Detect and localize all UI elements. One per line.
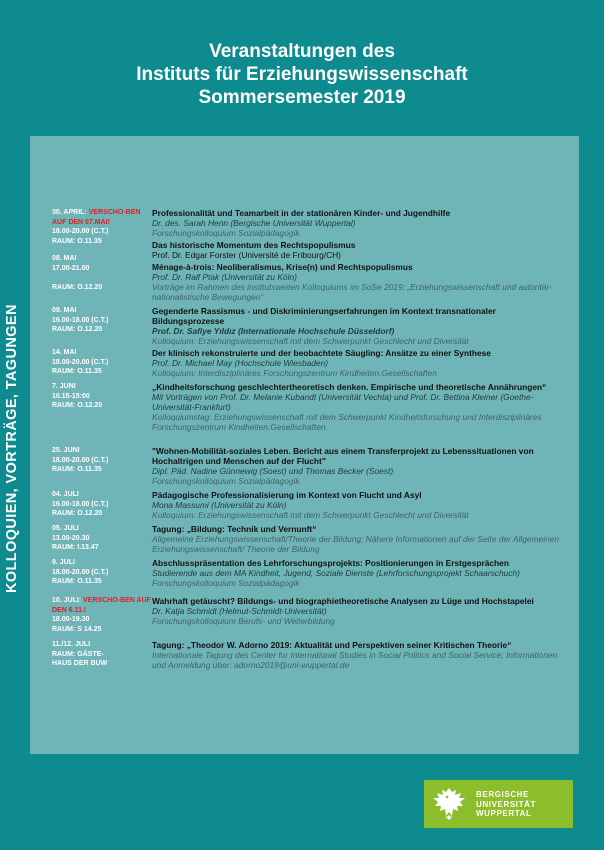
event-meta xyxy=(52,348,152,377)
event-speaker: Dipl. Päd. Nadine Günnewig (Soest) und Thomas Becker (Soest) xyxy=(152,466,394,476)
event-title: Gegenderte Rassismus - und Diskriminierungserfahrungen im Kontext transnationaler Bildungsprozesse xyxy=(152,306,496,326)
event-time: 18.00-20.00 (C.T.) xyxy=(52,228,109,235)
event-date: 10. JULI: xyxy=(52,597,82,604)
event-room: RAUM: O.12.20 xyxy=(52,326,103,333)
event-time: 18.00-20.00 (C.T.) xyxy=(52,358,109,366)
event-room: RAUM: S 14.25 xyxy=(52,625,102,633)
event-content xyxy=(152,240,567,260)
event-date: 14. MAI xyxy=(52,349,77,356)
event-content xyxy=(152,382,567,432)
event-meta xyxy=(52,640,152,669)
event-speaker: Mona Massumi (Universität zu Köln) xyxy=(152,500,287,510)
page-title xyxy=(0,40,604,109)
event-date: 11./12. JULI xyxy=(52,641,91,648)
event-meta xyxy=(52,524,152,553)
event-time: 10.15-15:00 xyxy=(52,392,90,400)
title-line-1: Veranstaltungen des xyxy=(209,41,395,62)
event-time: 18.00-19.30 xyxy=(52,616,90,623)
event-content xyxy=(152,490,567,520)
event-note: Kolloquium: Erziehungswissenschaft mit dem Schwerpunkt Geschlecht und Diversität xyxy=(152,510,469,520)
event-meta xyxy=(52,558,152,587)
title-line-2: Instituts für Erziehungswissenschaft xyxy=(136,64,468,85)
event-room: RAUM: O.11.35 xyxy=(52,578,102,585)
logo-text xyxy=(476,790,536,819)
event-content xyxy=(152,640,567,670)
event-note: Kolloquium: Erziehungswissenschaft mit dem Schwerpunkt Geschlecht und Diversität xyxy=(152,336,469,346)
event-note: Internationale Tagung des Center for International Studies in Social Politics and Social Service; Informationen und Anmeldung über: adorno2019@uni-wuppertal.de xyxy=(152,650,558,670)
event-time: 18.00-20.00 (C.T.) xyxy=(52,456,109,464)
event-date: 9. JULI xyxy=(52,559,75,566)
logo-line-2: UNIVERSITÄT xyxy=(476,799,536,809)
logo-line-1: BERGISCHE xyxy=(476,790,529,799)
event-content xyxy=(152,558,567,588)
event-title: "Wohnen-Mobilität-soziales Leben. Bericht aus einem Transferprojekt zu Lebenssituationen von Hochaltrigen und Menschen auf der Flucht" xyxy=(152,446,534,466)
event-note: Forschungskolloquium Sozialpädagogik xyxy=(152,476,300,486)
event-meta xyxy=(52,446,152,475)
event-meta xyxy=(52,596,152,634)
event-content xyxy=(152,306,567,346)
event-speaker: Prof. Dr. Edgar Forster (Université de Fribourg/CH) xyxy=(152,250,341,260)
event-note: Forschungskolloquium Berufs- und Weiterbildung xyxy=(152,616,335,626)
event-date: 04. JULI xyxy=(52,491,79,498)
event-speaker: Prof. Dr. Safiye Yıldız (Internationale Hochschule Düsseldorf) xyxy=(152,326,395,336)
university-logo[interactable] xyxy=(424,780,573,828)
event-date: 05. JULI xyxy=(52,525,79,532)
event-title: Ménage-à-trois: Neoliberalismus, Krise(n) und Rechtspopulismus xyxy=(152,262,413,272)
event-note: Kolloquiumstag: Erziehungswissenschaft mit dem Schwerpunkt Kindheitsforschung und Interdisziplinäres Forschungszentrum Kindheiten.Gesellschaften xyxy=(152,412,542,432)
event-room: RAUM: O.12.20 xyxy=(52,510,103,517)
event-time: RAUM: GÄSTE- xyxy=(52,650,104,658)
event-title: Abschlusspräsentation des Lehrforschungsprojekts: Positionierungen in Erstgesprächen xyxy=(152,558,509,568)
event-note: Kolloquium: Interdisziplinäres Forschungszentrum Kindheiten.Gesellschaften xyxy=(152,368,437,378)
event-time: 13.00-20.30 xyxy=(52,534,90,542)
event-room: RAUM: I.13.47 xyxy=(52,544,99,551)
event-speaker: Dr. des. Sarah Henn (Bergische Universität Wuppertal) xyxy=(152,218,356,228)
event-postponed-note: VERSCHO-BEN AUF DEN 6.11.! xyxy=(52,597,151,614)
event-content xyxy=(152,262,567,302)
event-date: 09. MAI xyxy=(52,307,77,314)
event-room: RAUM: O.11.35 xyxy=(52,368,102,375)
event-meta xyxy=(52,208,152,246)
event-note: Forschungskolloquium Sozialpädagogik xyxy=(152,578,300,588)
event-meta xyxy=(52,254,152,292)
event-speaker: Studierende aus dem MA Kindheit, Jugend, Soziale Dienste (Lehrforschungsprojekt Schaarschuch) xyxy=(152,568,520,578)
event-room: RAUM: O.12.20 xyxy=(52,402,103,409)
eagle-icon xyxy=(432,786,466,822)
event-speaker: Mit Vorträgen von Prof. Dr. Melanie Kubandt (Universität Vechta) und Prof. Dr. Bettina Kleiner (Goethe-Universität-Frankfurt) xyxy=(152,392,534,412)
event-title: Tagung: „Bildung: Technik und Vernunft“ xyxy=(152,524,317,534)
event-note: Forschungskolloquium Sozialpädagogik xyxy=(152,228,300,238)
event-content xyxy=(152,348,567,378)
event-title: Pädagogische Professionalisierung im Kontext von Flucht und Asyl xyxy=(152,490,422,500)
events-panel xyxy=(30,136,579,754)
event-meta xyxy=(52,490,152,519)
event-date: 7. JUNI xyxy=(52,383,76,390)
event-speaker: Prof. Dr. Michael May (Hochschule Wiesbaden) xyxy=(152,358,329,368)
event-note: Allgemeine Erziehungswissenschaft/Theorie der Bildung; Nähere Informationen auf der Seite der Allgemeinen Erziehungswissenschaft/ Theorie der Bildung xyxy=(152,534,560,554)
event-title: „Kindheitsforschung geschlechtertheoretisch denken. Empirische und theoretische Annährungen“ xyxy=(152,382,547,392)
event-meta xyxy=(52,382,152,411)
event-content xyxy=(152,596,567,626)
event-date: 08. MAI xyxy=(52,255,77,262)
event-meta xyxy=(52,306,152,335)
event-time: 16.00-18.00 (C.T.) xyxy=(52,500,109,508)
event-content xyxy=(152,446,567,486)
event-date: 25. JUNI xyxy=(52,447,80,454)
event-title: Professionalität und Teamarbeit in der stationären Kinder- und Jugendhilfe xyxy=(152,208,451,218)
event-room: RAUM: O.12.20 xyxy=(52,283,103,291)
event-title: Wahrhaft getäuscht? Bildungs- und biographietheoretische Analysen zu Lüge und Hochstapelei xyxy=(152,596,534,606)
logo-line-3: WUPPERTAL xyxy=(476,809,532,819)
side-label-text: KOLLOQUIEN, VORTRÄGE, TAGUNGEN xyxy=(4,304,20,593)
event-speaker: Prof. Dr. Ralf Ptak (Universität zu Köln) xyxy=(152,272,297,282)
event-note: Vorträge im Rahmen des institutsweiten Kolloquiums im SoSe 2019: „Erziehungswissenschaft und autoritär-nationalistische Bewegungen“ xyxy=(152,282,552,302)
event-time: 17.00-21.00 xyxy=(52,264,90,272)
event-room: RAUM: O.11.35 xyxy=(52,237,102,245)
event-speaker: Dr. Katja Schmidt (Helmut-Schmidt-Universität) xyxy=(152,606,327,616)
event-title: Tagung: „Theodor W. Adorno 2019: Aktualität und Perspektiven seiner Kritischen Theorie“ xyxy=(152,640,512,650)
event-content xyxy=(152,208,567,238)
title-line-3: Sommersemester 2019 xyxy=(198,87,406,108)
event-postponed-note: VERSCHO-BEN AUF DEN 07.MAI! xyxy=(52,209,141,226)
event-date: 30. APRIL: xyxy=(52,209,87,216)
event-time: 16.00-18.00 (C.T.) xyxy=(52,316,109,324)
event-content xyxy=(152,524,567,554)
event-room: HAUS DER BUW xyxy=(52,660,108,667)
event-title: Der klinisch rekonstruierte und der beobachtete Säugling: Ansätze zu einer Synthese xyxy=(152,348,491,358)
event-time: 18.00-20.00 (C.T.) xyxy=(52,568,109,576)
event-room: RAUM: O.11.35 xyxy=(52,466,102,473)
event-title: Das historische Momentum des Rechtspopulismus xyxy=(152,240,356,250)
